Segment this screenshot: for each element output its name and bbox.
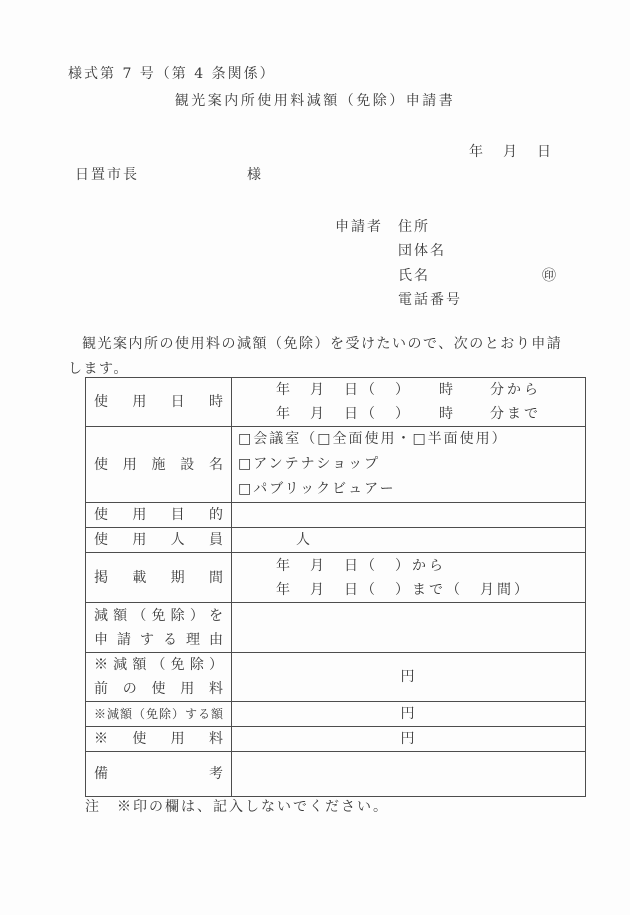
persons-unit: 人 [296,532,312,548]
applicant-label: 申請者 [335,219,383,235]
row-label: 使用施設名 [94,456,223,473]
period-to-line: 年 月 日（ ）まで（ 月間） [276,581,531,598]
row-content-cell [232,427,586,503]
table-row-reduction-amount [86,702,586,727]
yen-unit: 円 [400,731,417,747]
row-content-cell [232,752,586,797]
row-content-cell [232,528,586,553]
seal-mark: ㊞ [542,267,558,284]
row-label-cell [86,702,232,727]
checkbox-option-antenna-shop: □アンテナショップ [238,456,381,472]
row-label: 申請する理由 [94,631,223,648]
row-label: ※減額（免除）する額 [94,707,223,721]
table-row-usage-fee [86,727,586,752]
yen-unit: 円 [400,669,417,685]
row-content-cell [232,503,586,528]
row-content-cell [232,378,586,427]
datetime-from-line: 年 月 日（ ） 時 分から [276,382,541,398]
row-label: ※使用料 [94,731,223,747]
applicant-block [335,215,558,313]
row-label-cell [86,653,232,702]
row-content-cell [232,553,586,603]
addressee-name: 日置市長 [75,167,139,183]
date-line: 年 月 日 [469,144,554,160]
table-row-fee-before-reduction [86,653,586,702]
row-label-cell [86,378,232,427]
row-label-cell [86,528,232,553]
row-label: 使用日時 [94,394,223,410]
row-label-cell [86,427,232,503]
row-label-cell [86,503,232,528]
applicant-name-label: 氏名 [398,267,430,284]
row-label: 前の使用料 [94,681,223,697]
row-label: 使用目的 [94,507,223,523]
row-label: 減額（免除）を [94,607,223,624]
table-row-persons [86,528,586,553]
row-content-cell [232,727,586,752]
footnote: 注 ※印の欄は、記入しないでください。 [85,799,389,815]
page-title: 観光案内所使用料減額（免除）申請書 [174,93,456,109]
row-label-cell [86,752,232,797]
row-content-cell [232,653,586,702]
row-label: 使用人員 [94,532,223,548]
table-row-purpose [86,503,586,528]
table-row-use-datetime [86,378,586,427]
row-label: 掲載期間 [94,569,223,586]
checkbox-option-public-viewer: □パブリックビュアー [238,481,396,497]
checkbox-option-meeting-room: □会議室（□全面使用・□半面使用） [238,431,508,447]
applicant-phone-label: 電話番号 [398,292,462,309]
row-label-cell [86,727,232,752]
row-label-cell [86,603,232,653]
body-line: します。 [68,360,129,377]
application-table [85,377,586,797]
row-content-cell [232,702,586,727]
datetime-to-line: 年 月 日（ ） 時 分まで [276,406,541,422]
table-row-reduction-reason [86,603,586,653]
addressee-honorific: 様 [247,167,263,183]
form-number: 様式第 7 号（第 4 条関係） [68,66,276,82]
row-label: ※減額（免除） [94,657,223,673]
row-label: 備考 [94,766,223,782]
yen-unit: 円 [400,706,417,722]
applicant-name-row [398,264,558,288]
row-content-cell [232,603,586,653]
body-line: 観光案内所の使用料の減額（免除）を受けたいので、次のとおり申請 [82,336,563,352]
applicant-address-label: 住所 [398,219,430,235]
addressee-line [75,164,263,184]
applicant-org-label: 団体名 [398,243,446,260]
period-from-line: 年 月 日（ ）から [276,557,446,574]
body-paragraph [68,332,562,381]
row-label-cell [86,553,232,603]
table-row-remarks [86,752,586,797]
table-row-facility [86,427,586,503]
table-row-posting-period [86,553,586,603]
